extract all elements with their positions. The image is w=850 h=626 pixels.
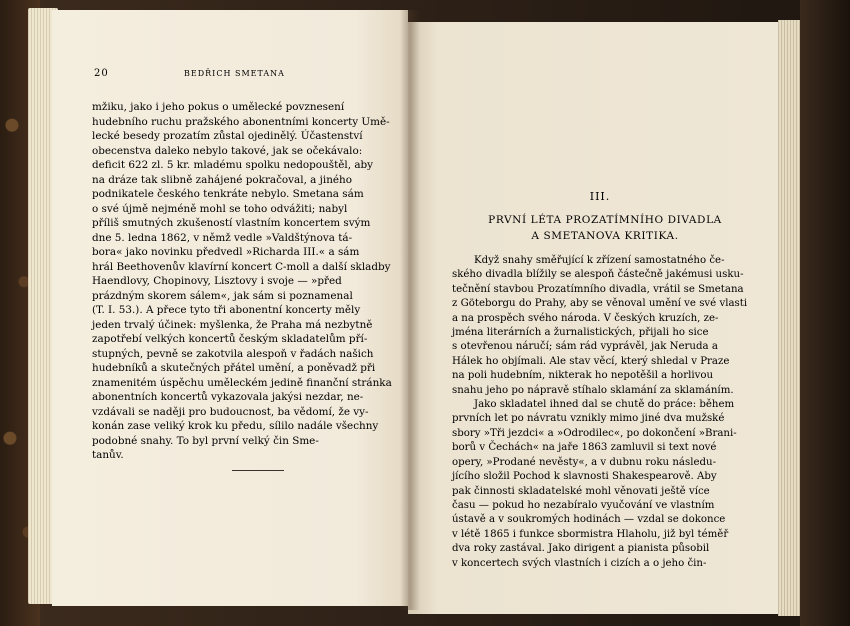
text-line: mžiku, jako i jeho pokus o umělecké povznesení	[92, 101, 345, 113]
text-line: a na prospěch svého národa. V českých kruzích, ze-	[452, 312, 719, 324]
section-end-rule	[232, 470, 284, 471]
text-line: hudebníků a skutečných přátel umění, a poněvadž při	[92, 362, 376, 374]
running-head-title: BEDŘICH SMETANA	[184, 69, 285, 78]
text-line: snahu jeho po nápravě stíhalo sklamání za sklamáním.	[452, 384, 734, 396]
text-line: s otevřenou náručí; sám rád vyprávěl, jak Neruda a	[452, 341, 718, 353]
text-line: prvních let po návratu vznikly mimo jiné dva mužské	[452, 413, 725, 425]
text-line: vzdávali se naději pro budoucnost, ba vědomí, že vy-	[92, 405, 369, 418]
text-line: deficit 622 zl. 5 kr. mladému spolku nedopouštěl, aby	[92, 159, 374, 171]
chapter-title	[455, 212, 755, 244]
chapter-title-line: A SMETANOVA KRITIKA.	[531, 230, 679, 242]
text-line: času — pokud ho nezabíralo vyučování ve vlastním	[452, 499, 715, 511]
text-line: podnikatele českého tenkráte nebylo. Smetana sám	[92, 188, 364, 200]
text-line: Hálek ho objímali. Ale stav věcí, který shledal v Praze	[452, 355, 730, 367]
text-line: Haendlovy, Chopinovy, Lisztovy i svoje — »před	[92, 275, 342, 287]
chapter-title-line: PRVNÍ LÉTA PROZATÍMNÍHO DIVADLA	[488, 214, 722, 226]
text-line: pak činnosti skladatelské mohl věnovati ještě více	[452, 485, 710, 497]
text-line: zapotřebí velkých koncertů českým skladatelům pří-	[92, 333, 368, 345]
text-line: tečnění stavbou Prozatímního divadla, vrátil se Smetana	[452, 283, 744, 295]
text-line: ústavě a v soukromých hodinách — vzdal se dokonce	[452, 514, 726, 526]
text-line: dva roky zastával. Jako dirigent a pianista působil	[452, 543, 710, 555]
text-line: hudebního ruchu pražského abonentními koncerty Umě-	[92, 115, 390, 128]
text-line: obecenstva daleko nebylo takové, jak se očekávalo:	[92, 144, 363, 157]
text-line: prázdným skorem sálem«, jak sám si poznamenal	[92, 289, 353, 302]
left-running-head	[94, 68, 394, 82]
text-line: podobné snahy. To byl první velký čin Sme-	[92, 434, 319, 447]
text-line: lecké besedy prozatím zůstal ojedinělý. Účastenství	[92, 130, 363, 142]
text-line: ského divadla blížily se alespoň částečně jakémusi usku-	[452, 269, 744, 281]
text-line: v létě 1865 i funkce sbormistra Hlaholu, již byl téměř	[452, 528, 729, 540]
text-line: znamenitém úspěchu uměleckém jedině finanční stránka	[92, 376, 392, 389]
text-line: Když snahy směřující k zřízení samostatného če-	[474, 255, 725, 266]
book-cover-right	[800, 0, 850, 626]
page-number: 20	[94, 68, 109, 79]
text-line: z Göteborgu do Prahy, aby se věnoval umění ve své vlasti	[452, 298, 748, 310]
text-line: jména literárních a žurnalistických, přijali ho sice	[452, 327, 709, 339]
text-line: opery, »Prodané nevěsty«, a v dubnu roku následu-	[452, 456, 717, 468]
left-body-text	[92, 100, 398, 463]
text-line: abonentních koncertů vykazovala jakýsi nezdar, ne-	[92, 391, 364, 403]
text-line: bora« jako novinku předvedl »Richarda III.« a sám	[92, 246, 360, 258]
text-line: tanův.	[92, 449, 124, 461]
text-line: stupných, pevně se zakotvila alespoň v řadách našich	[92, 347, 374, 360]
text-line: na dráze tak slibně zahájené pokračoval, a jiného	[92, 173, 353, 186]
text-line: příliš smutných zkušeností vlastním koncertem svým	[92, 217, 371, 229]
chapter-number: III.	[589, 190, 611, 203]
text-line: borů v Čechách« na jaře 1863 zamluvil si text nové	[452, 442, 717, 454]
text-line: jeden trvalý účinek: myšlenka, že Praha má nezbytně	[92, 318, 373, 331]
text-line: v koncertech svých vlastních i cizích a o jeho čin-	[452, 557, 707, 569]
text-line: jícího složil Pochod k slavnosti Shakespearově. Aby	[452, 471, 717, 483]
text-line: Jako skladatel ihned dal se chutě do práce: během	[474, 399, 735, 411]
text-line: sbory »Tři jezdci« a »Odrodilec«, po dokončení »Brani-	[452, 427, 737, 439]
text-line: (T. I. 53.). A přece tyto tři abonentní koncerty měly	[92, 304, 361, 316]
text-line: o své újmě nejméně mohl se toho odvážiti; nabyl	[92, 202, 348, 215]
text-line: na poli hudebním, nikterak ho nepotěšil a horlivou	[452, 370, 714, 382]
text-line: dne 5. ledna 1862, v němž vedle »Valdštýnova tá-	[92, 231, 353, 244]
text-line: konán zase veliký krok ku předu, sílilo nadále všechny	[92, 420, 379, 432]
text-line: hrál Beethovenův klavírní koncert C-moll a další skladby	[92, 260, 391, 273]
book-gutter	[400, 10, 420, 610]
right-body-text	[452, 254, 762, 571]
